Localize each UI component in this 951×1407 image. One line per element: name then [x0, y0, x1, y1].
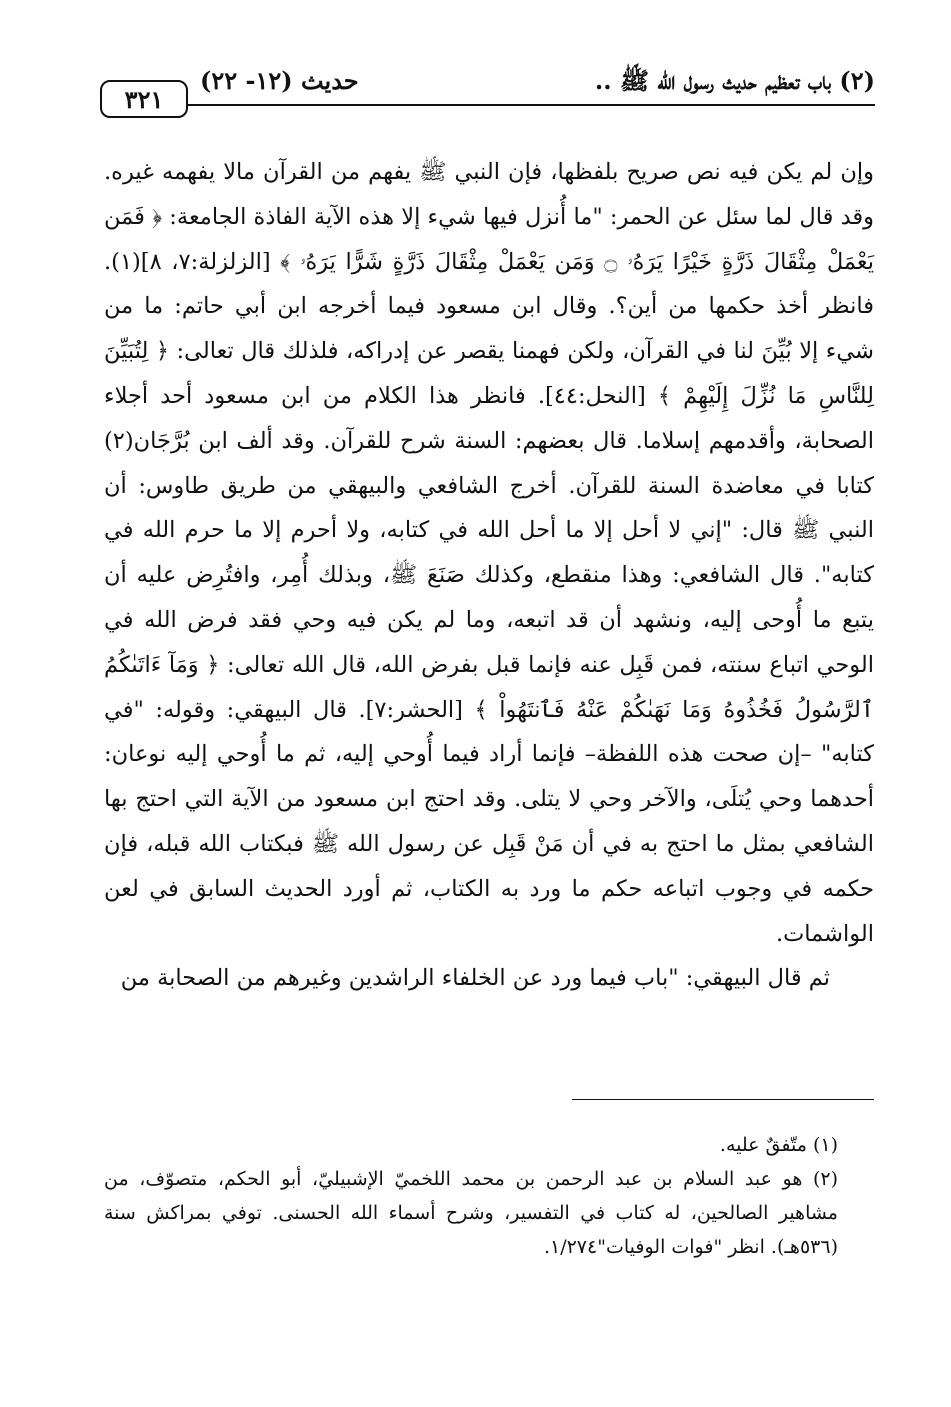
footnotes — [104, 1128, 874, 1264]
page-header — [100, 62, 875, 126]
hadith-range: حديث (١٢- ٢٢) — [200, 66, 359, 95]
chapter-title: (٢) باب تعظيم حديث رسول الله ﷺ .. — [594, 66, 875, 95]
footnote-2: (٢) هو عبد السلام بن عبد الرحمن بن محمد اللخميّ الإشبيليّ، أبو الحكم، متصوّف، من مشاهير الصالحين، له كتاب في التفسير، وشرح أسماء الله الحسنى. توفي بمراكش سنة (٥٣٦هـ). انظر "فوات الوفيات"١/٢٧٤. — [104, 1168, 838, 1258]
footnote-separator — [572, 1099, 874, 1100]
header-rule — [186, 104, 875, 106]
body-paragraph-1: وإن لم يكن فيه نص صريح بلفظها، فإن النبي ﷺ يفهم من القرآن مالا يفهمه غيره. وقد قال لما سئل عن الحمر: "ما أُنزل فيها شيء إلا هذه الآية الفاذة الجامعة: ﴿ فَمَن يَعْمَلْ مِثْقَالَ ذَرَّةٍ خَيْرًا يَرَهُۥ ۝ وَمَن يَعْمَلْ مِثْقَالَ ذَرَّةٍ شَرًّا يَرَهُۥ ﴾ [الزلزلة:٧، ٨](١). فانظر أخذ حكمها من أين؟. وقال ابن مسعود فيما أخرجه ابن أبي حاتم: ما من شيء إلا بُيِّنَ لنا في القرآن، ولكن فهمنا يقصر عن إدراكه، فلذلك قال تعالى: ﴿ لِتُبَيِّنَ لِلنَّاسِ مَا نُزِّلَ إِلَيْهِمْ ﴾ [النحل:٤٤]. فانظر هذا الكلام من ابن مسعود أحد أجلاء الصحابة، وأقدمهم إسلاما. قال بعضهم: السنة شرح للقرآن. وقد ألف ابن بُرَّجَان(٢) كتابا في معاضدة السنة للقرآن. أخرج الشافعي والبيهقي من طريق طاوس: أن النبي ﷺ قال: "إني لا أحل إلا ما أحل الله في كتابه، ولا أحرم إلا ما حرم الله في كتابه". قال الشافعي: وهذا منقطع، وكذلك صَنَعَ ﷺ، وبذلك أُمِر، وافتُرِض عليه أن يتبع ما أُوحى إليه، ونشهد أن قد اتبعه، وما لم يكن فيه وحي فقد فرض الله في الوحي اتباع سنته، فمن قَبِل عنه فإنما قبل بفرض الله، قال الله تعالى: ﴿ وَمَآ ءَاتَىٰكُمُ ٱلرَّسُولُ فَخُذُوهُ وَمَا نَهَىٰكُمْ عَنْهُ فَٱنتَهُواْ ﴾ [الحشر:٧]. قال البيهقي: وقوله: "في كتابه" –إن صحت هذه اللفظة– فإنما أراد فيما أُوحي إليه، ثم ما أُوحي إليه نوعان: أحدهما وحي يُتلَى، والآخر وحي لا يتلى. وقد احتج ابن مسعود من الآية التي احتج بها الشافعي بمثل ما احتج به في أن مَنْ قَبِل عن رسول الله ﷺ فبكتاب الله قبله، فإن حكمه في وجوب اتباعه حكم ما ورد به الكتاب، ثم أورد الحديث السابق في لعن الواشمات. — [104, 159, 874, 947]
page-number: ٣٢١ — [100, 80, 188, 118]
body-paragraph-2: ثم قال البيهقي: "باب فيما ورد عن الخلفاء الراشدين وغيرهم من الصحابة من — [120, 965, 830, 992]
footnote-1: (١) متّفقٌ عليه. — [719, 1134, 838, 1156]
body-text — [104, 150, 874, 1001]
